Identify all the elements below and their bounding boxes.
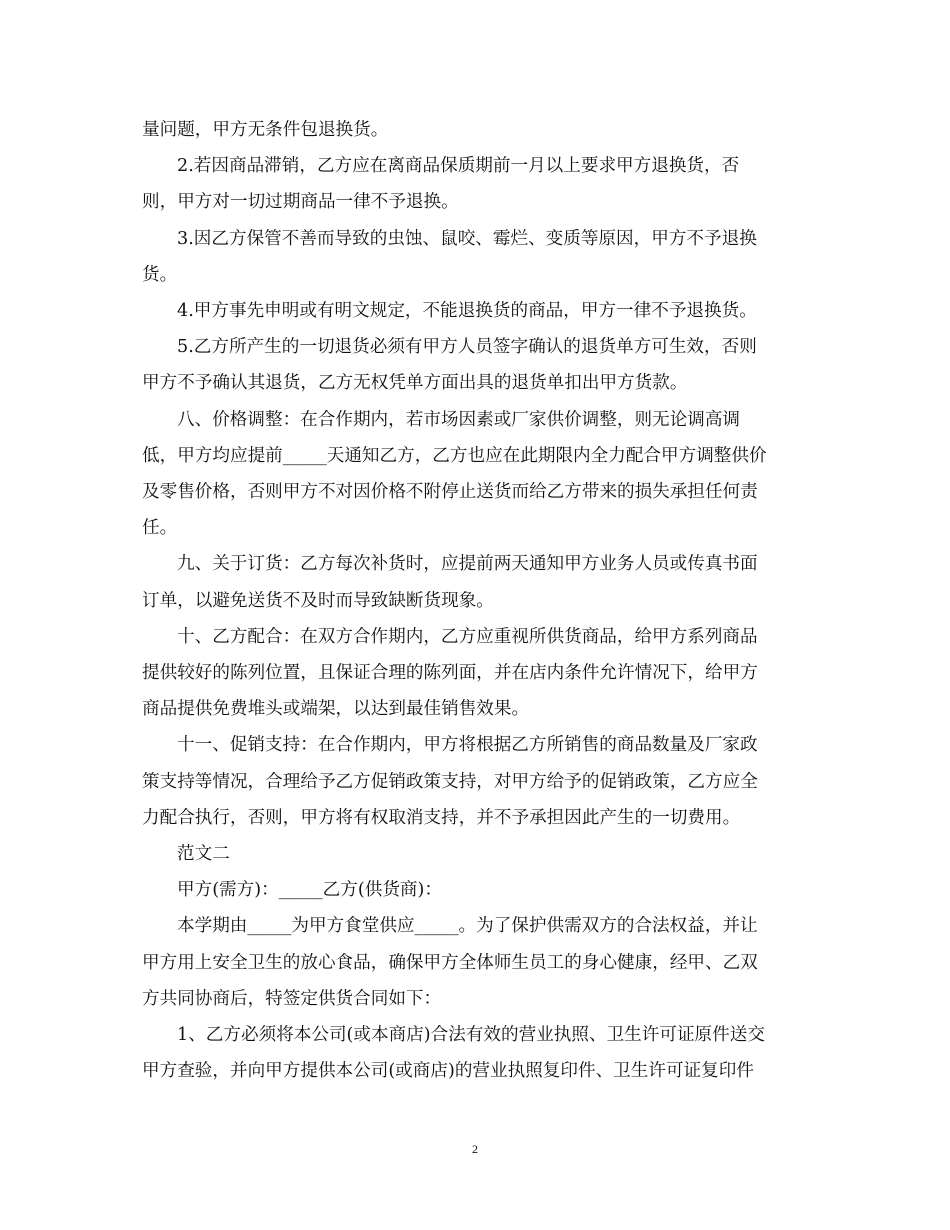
text-line: 货。 (142, 264, 178, 285)
text-line: 提供较好的陈列位置，且保证合理的陈列面，并在店内条件允许情况下，给甲方 (142, 663, 758, 684)
text-line: 方共同协商后，特签定供货合同如下： (142, 988, 442, 1009)
text-line: 策支持等情况，合理给予乙方促销政策支持，对甲方给予的促销政策，乙方应全 (142, 771, 758, 792)
text-line: 任。 (142, 518, 178, 539)
text-line: 本学期由_____为甲方食堂供应_____。为了保护供需双方的合法权益，并让 (177, 916, 758, 937)
text-line: 及零售价格，否则甲方不对因价格不附停止送货而给乙方带来的损失承担任何责 (142, 482, 758, 503)
page-number: 2 (472, 1142, 478, 1156)
text-line: 低，甲方均应提前_____天通知乙方，乙方也应在此期限内全力配合甲方调整供价 (142, 445, 767, 466)
text-line: 力配合执行，否则，甲方将有权取消支持，并不予承担因此产生的一切费用。 (142, 807, 741, 828)
text-line: 2.若因商品滞销，乙方应在离商品保质期前一月以上要求甲方退换货，否 (177, 156, 740, 177)
text-line: 甲方(需方)：_____乙方(供货商)： (177, 880, 442, 901)
text-line: 八、价格调整：在合作期内，若市场因素或厂家供价调整，则无论调高调 (177, 409, 741, 430)
document-text (142, 112, 810, 1089)
document-body (142, 112, 810, 1089)
text-line: 3.因乙方保管不善而导致的虫蚀、鼠咬、霉烂、变质等原因，甲方不予退换 (177, 228, 757, 249)
text-line: 则，甲方对一切过期商品一律不予退换。 (142, 192, 459, 213)
text-line: 甲方不予确认其退货，乙方无权凭单方面出具的退货单扣出甲方货款。 (142, 373, 688, 394)
text-line: 订单，以避免送货不及时而导致缺断货现象。 (142, 590, 494, 611)
text-line: 范文二 (177, 844, 230, 865)
text-line: 量问题，甲方无条件包退换货。 (142, 120, 389, 140)
text-line: 4.甲方事先申明或有明文规定，不能退换货的商品，甲方一律不予退换货。 (177, 301, 757, 322)
text-line: 1、乙方必须将本公司(或本商店)合法有效的营业执照、卫生许可证原件送交 (177, 1025, 765, 1046)
text-line: 5.乙方所产生的一切退货必须有甲方人员签字确认的退货单方可生效，否则 (177, 337, 757, 358)
text-line: 甲方查验，并向甲方提供本公司(或商店)的营业执照复印件、卫生许可证复印件 (142, 1061, 754, 1082)
text-line: 九、关于订货：乙方每次补货时，应提前两天通知甲方业务人员或传真书面 (177, 554, 758, 575)
text-line: 十一、促销支持：在合作期内，甲方将根据乙方所销售的商品数量及厂家政 (177, 735, 758, 756)
text-line: 十、乙方配合：在双方合作期内，乙方应重视所供货商品，给甲方系列商品 (177, 626, 758, 647)
text-line: 甲方用上安全卫生的放心食品，确保甲方全体师生员工的身心健康，经甲、乙双 (142, 952, 758, 973)
text-line: 商品提供免费堆头或端架，以达到最佳销售效果。 (142, 699, 530, 720)
